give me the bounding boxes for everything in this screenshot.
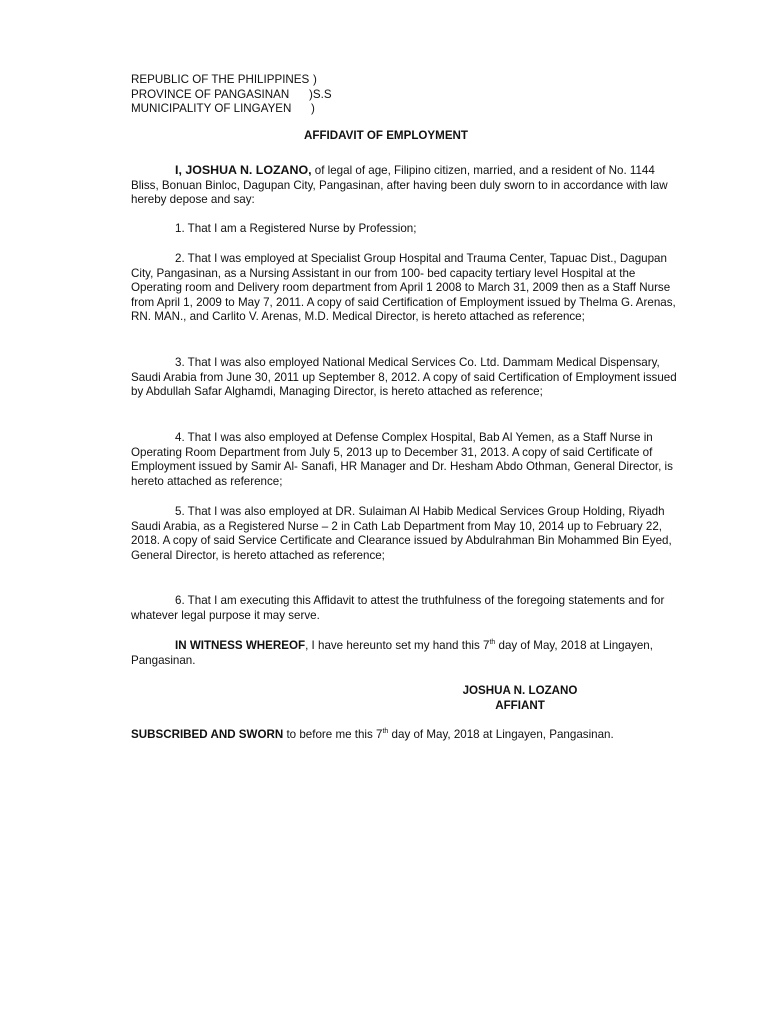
- item-2: 2. That I was employed at Specialist Group Hospital and Trauma Center, Tapuac Dist., Dagupan City, Pangasinan, as a Nursing Assistant in our from 100- bed capacity tertiary level Hospital at the Operating room and Delivery room department from April 1 2008 to March 31, 2009 then as a Staff Nurse from April 1, 2009 to May 7, 2011. A copy of said Certification of Employment issued by Thelma G. Arenas, RN. MAN., and Carlito V. Arenas, M.D. Medical Director, is hereto attached as reference;: [131, 252, 676, 324]
- venue-line-municipality: MUNICIPALITY OF LINGAYEN ): [131, 102, 315, 116]
- document-title: AFFIDAVIT OF EMPLOYMENT: [303, 129, 469, 142]
- venue-line-province: PROVINCE OF PANGASINAN )S.S: [131, 87, 332, 101]
- item-5: 5. That I was also employed at DR. Sulaiman Al Habib Medical Services Group Holding, Riyadh Saudi Arabia, as a Registered Nurse – 2 in Cath Lab Department from May 10, 2014 up to February 22, 2018. A copy of said Service Certificate and Clearance issued by Abdulrahman Bin Mohammed Bin Eyed, General Director, is hereto attached as reference;: [131, 505, 672, 562]
- item-3: 3. That I was also employed National Medical Services Co. Ltd. Dammam Medical Dispensary, Saudi Arabia from June 30, 2011 up September 8, 2012. A copy of said Certification of Employment issued by Abdullah Safar Alghamdi, Managing Director, is hereto attached as reference;: [131, 356, 677, 399]
- signature-block: [440, 684, 600, 713]
- intro-paragraph: I, JOSHUA N. LOZANO, of legal of age, Filipino citizen, married, and a resident of No. 1144 Bliss, Bonuan Binloc, Dagupan City, Pangasinan, after having been duly sworn to in accordance with law hereby depose and say:: [131, 163, 668, 207]
- item-4: 4. That I was also employed at Defense Complex Hospital, Bab Al Yemen, as a Staff Nurse in Operating Room Department from July 5, 2013 up to December 31, 2013. A copy of said Certificate of Employment issued by Samir Al- Sanafi, HR Manager and Dr. Hesham Abdo Othman, General Director, is hereto attached as reference;: [131, 431, 673, 488]
- item-6: 6. That I am executing this Affidavit to attest the truthfulness of the foregoing statements and for whatever legal purpose it may serve.: [131, 594, 665, 622]
- affiant-label: AFFIANT: [495, 698, 545, 712]
- venue-line-republic: REPUBLIC OF THE PHILIPPINES ): [131, 73, 317, 86]
- jurat-paragraph: SUBSCRIBED AND SWORN to before me this 7th day of May, 2018 at Lingayen, Pangasinan.: [131, 728, 614, 741]
- venue-block: [131, 73, 332, 117]
- witness-paragraph: IN WITNESS WHEREOF, I have hereunto set my hand this 7th day of May, 2018 at Lingayen, Pangasinan.: [131, 639, 653, 667]
- item-1: 1. That I am a Registered Nurse by Profession;: [175, 222, 417, 235]
- affiant-name: JOSHUA N. LOZANO: [462, 684, 578, 697]
